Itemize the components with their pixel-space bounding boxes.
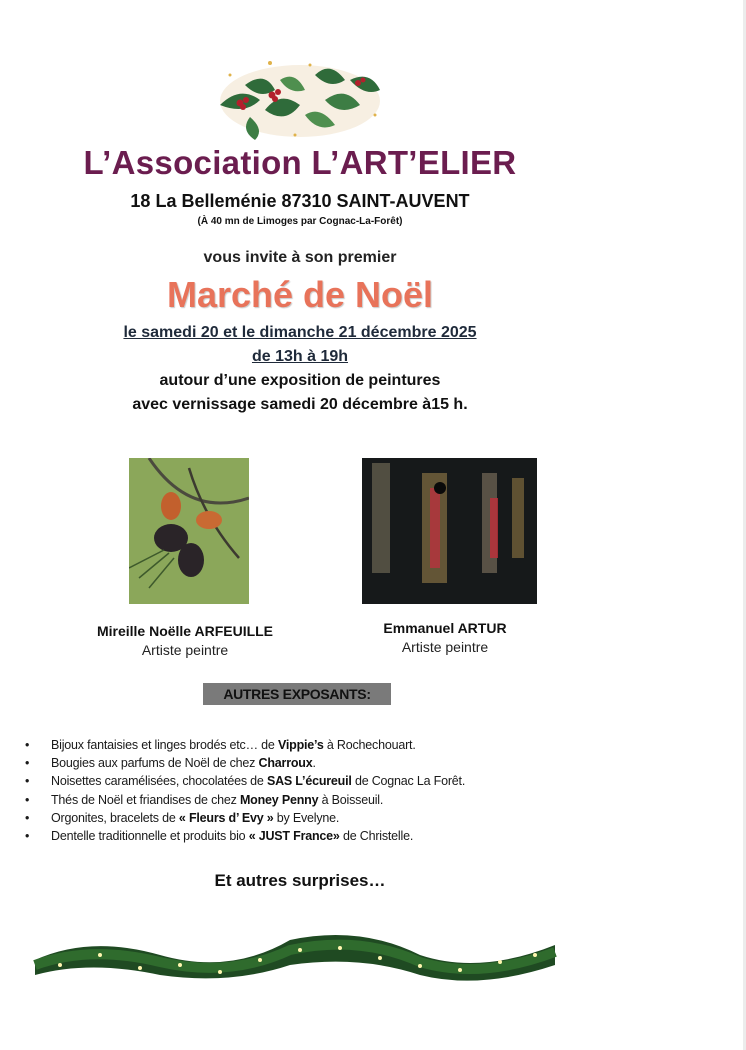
list-item: • Thés de Noël et friandises de chez Money Penny à Boisseuil. xyxy=(25,791,585,809)
directions-note: (À 40 mn de Limoges par Cognac-La-Forêt) xyxy=(197,216,403,227)
other-exhibitors-heading: AUTRES EXPOSANTS: xyxy=(203,683,391,705)
list-item: • Orgonites, bracelets de « Fleurs d’ Evy » by Evelyne. xyxy=(25,809,585,827)
artist-name: Emmanuel ARTUR xyxy=(383,620,507,636)
association-title: L’Association L’ART’ELIER xyxy=(83,144,517,181)
holly-decoration-image xyxy=(210,55,390,143)
painting-abstract-image xyxy=(362,458,537,604)
event-title: Marché de Noël xyxy=(166,274,434,315)
event-hours: de 13h à 19h xyxy=(251,348,349,365)
artist-card-arfeuille xyxy=(70,623,300,658)
painting-birds-pinecones-image xyxy=(129,458,249,604)
event-dates: le samedi 20 et le dimanche 21 décembre 2025 xyxy=(123,324,477,341)
pine-garland-image xyxy=(30,920,560,990)
exhibition-line-2: avec vernissage samedi 20 décembre à15 h. xyxy=(132,396,468,413)
artist-role: Artiste peintre xyxy=(141,642,229,658)
artist-role: Artiste peintre xyxy=(401,639,489,655)
invite-text: vous invite à son premier xyxy=(203,249,397,266)
list-item: • Dentelle traditionnelle et produits bio « JUST France» de Christelle. xyxy=(25,827,585,845)
surprises-text: Et autres surprises… xyxy=(214,871,386,890)
association-address: 18 La Belleménie 87310 SAINT-AUVENT xyxy=(130,191,470,211)
exhibition-line-1: autour d’une exposition de peintures xyxy=(159,372,441,389)
exhibitor-list xyxy=(25,736,585,845)
artist-card-artur xyxy=(330,620,560,655)
list-item: • Bougies aux parfums de Noël de chez Charroux. xyxy=(25,754,585,772)
artist-name: Mireille Noëlle ARFEUILLE xyxy=(96,623,274,639)
list-item: • Noisettes caramélisées, chocolatées de SAS L’écureuil de Cognac La Forêt. xyxy=(25,772,585,790)
list-item: • Bijoux fantaisies et linges brodés etc… de Vippie’s à Rochechouart. xyxy=(25,736,585,754)
